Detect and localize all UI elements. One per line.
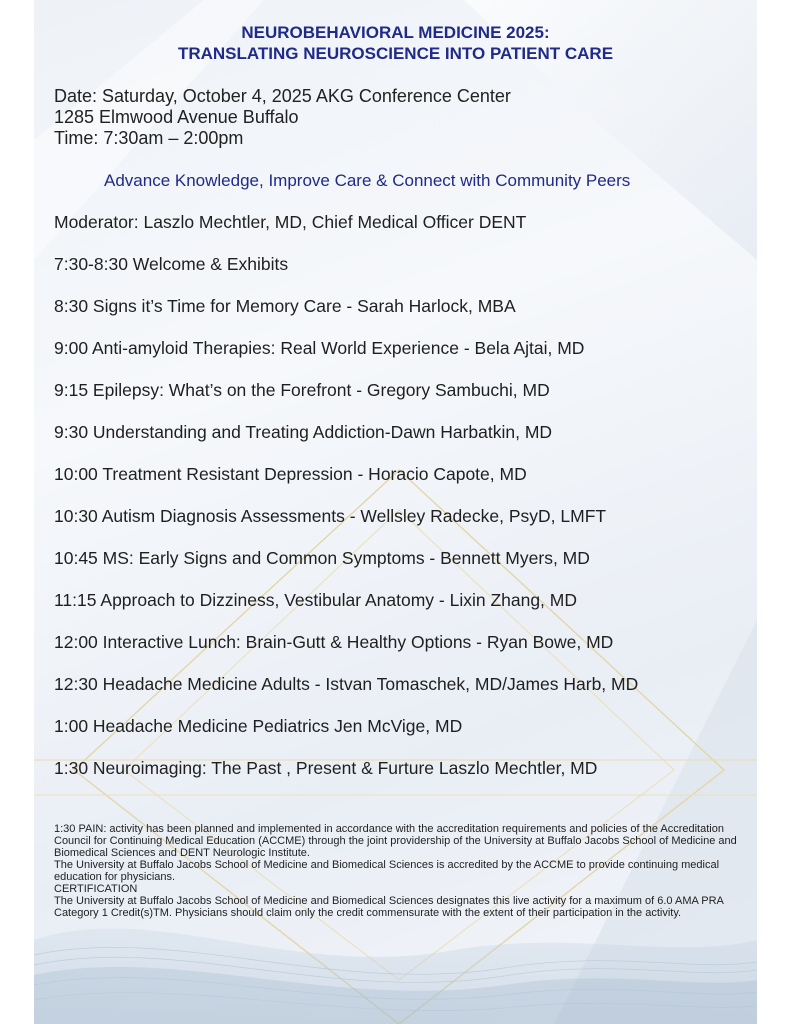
accreditation-notes bbox=[54, 823, 744, 919]
agenda-item: 10:30 Autism Diagnosis Assessments - Wellsley Radecke, PsyD, LMFT bbox=[54, 506, 607, 526]
agenda-item: 9:00 Anti-amyloid Therapies: Real World Experience - Bela Ajtai, MD bbox=[54, 338, 585, 358]
agenda-item: 12:30 Headache Medicine Adults - Istvan Tomaschek, MD/James Harb, MD bbox=[54, 674, 639, 694]
agenda-item: 1:30 Neuroimaging: The Past , Present & Furture Laszlo Mechtler, MD bbox=[54, 758, 598, 778]
agenda-item: 9:15 Epilepsy: What’s on the Forefront - Gregory Sambuchi, MD bbox=[54, 380, 550, 400]
certification-heading: CERTIFICATION bbox=[54, 883, 138, 895]
accreditation-statement: 1:30 PAIN: activity has been planned and implemented in accordance with the accreditation requirements and policies of the Accreditation Council for Continuing Medical Education (ACCME) through the joint providership of the University at Buffalo Jacobs School of Medicine and Biomedical Sciences and DENT Neurologic Institute. bbox=[54, 823, 737, 859]
agenda-item: 9:30 Understanding and Treating Addiction-Dawn Harbatkin, MD bbox=[54, 422, 553, 442]
agenda-item: 10:45 MS: Early Signs and Common Symptoms - Bennett Myers, MD bbox=[54, 548, 590, 568]
agenda-moderator: Moderator: Laszlo Mechtler, MD, Chief Medical Officer DENT bbox=[54, 212, 527, 232]
certification-text: The University at Buffalo Jacobs School of Medicine and Biomedical Sciences designates this live activity for a maximum of 6.0 AMA PRA Category 1 Credit(s)TM. Physicians should claim only the credit commensurate with the extent of their participation in the activity. bbox=[54, 895, 724, 919]
agenda-item: 12:00 Interactive Lunch: Brain-Gutt & Healthy Options - Ryan Bowe, MD bbox=[54, 632, 614, 652]
flyer-page bbox=[34, 0, 757, 1024]
agenda-item: 7:30-8:30 Welcome & Exhibits bbox=[54, 254, 289, 274]
agenda-item: 8:30 Signs it’s Time for Memory Care - Sarah Harlock, MBA bbox=[54, 296, 516, 316]
event-title bbox=[34, 22, 757, 64]
agenda-list bbox=[54, 208, 638, 796]
accredited-by: The University at Buffalo Jacobs School of Medicine and Biomedical Sciences is accredited by the ACCME to provide continuing medical education for physicians. bbox=[54, 859, 720, 883]
event-time: Time: 7:30am – 2:00pm bbox=[54, 128, 244, 148]
event-date: Date: Saturday, October 4, 2025 AKG Conference Center bbox=[54, 86, 511, 106]
agenda-item: 11:15 Approach to Dizziness, Vestibular Anatomy - Lixin Zhang, MD bbox=[54, 590, 578, 610]
title-line-1: NEUROBEHAVIORAL MEDICINE 2025: bbox=[241, 23, 550, 42]
title-line-2: TRANSLATING NEUROSCIENCE INTO PATIENT CARE bbox=[177, 44, 614, 63]
tagline: Advance Knowledge, Improve Care & Connect with Community Peers bbox=[104, 171, 631, 190]
event-address: 1285 Elmwood Avenue Buffalo bbox=[54, 107, 299, 127]
event-info bbox=[54, 86, 511, 149]
agenda-item: 1:00 Headache Medicine Pediatrics Jen McVige, MD bbox=[54, 716, 463, 736]
agenda-item: 10:00 Treatment Resistant Depression - Horacio Capote, MD bbox=[54, 464, 527, 484]
